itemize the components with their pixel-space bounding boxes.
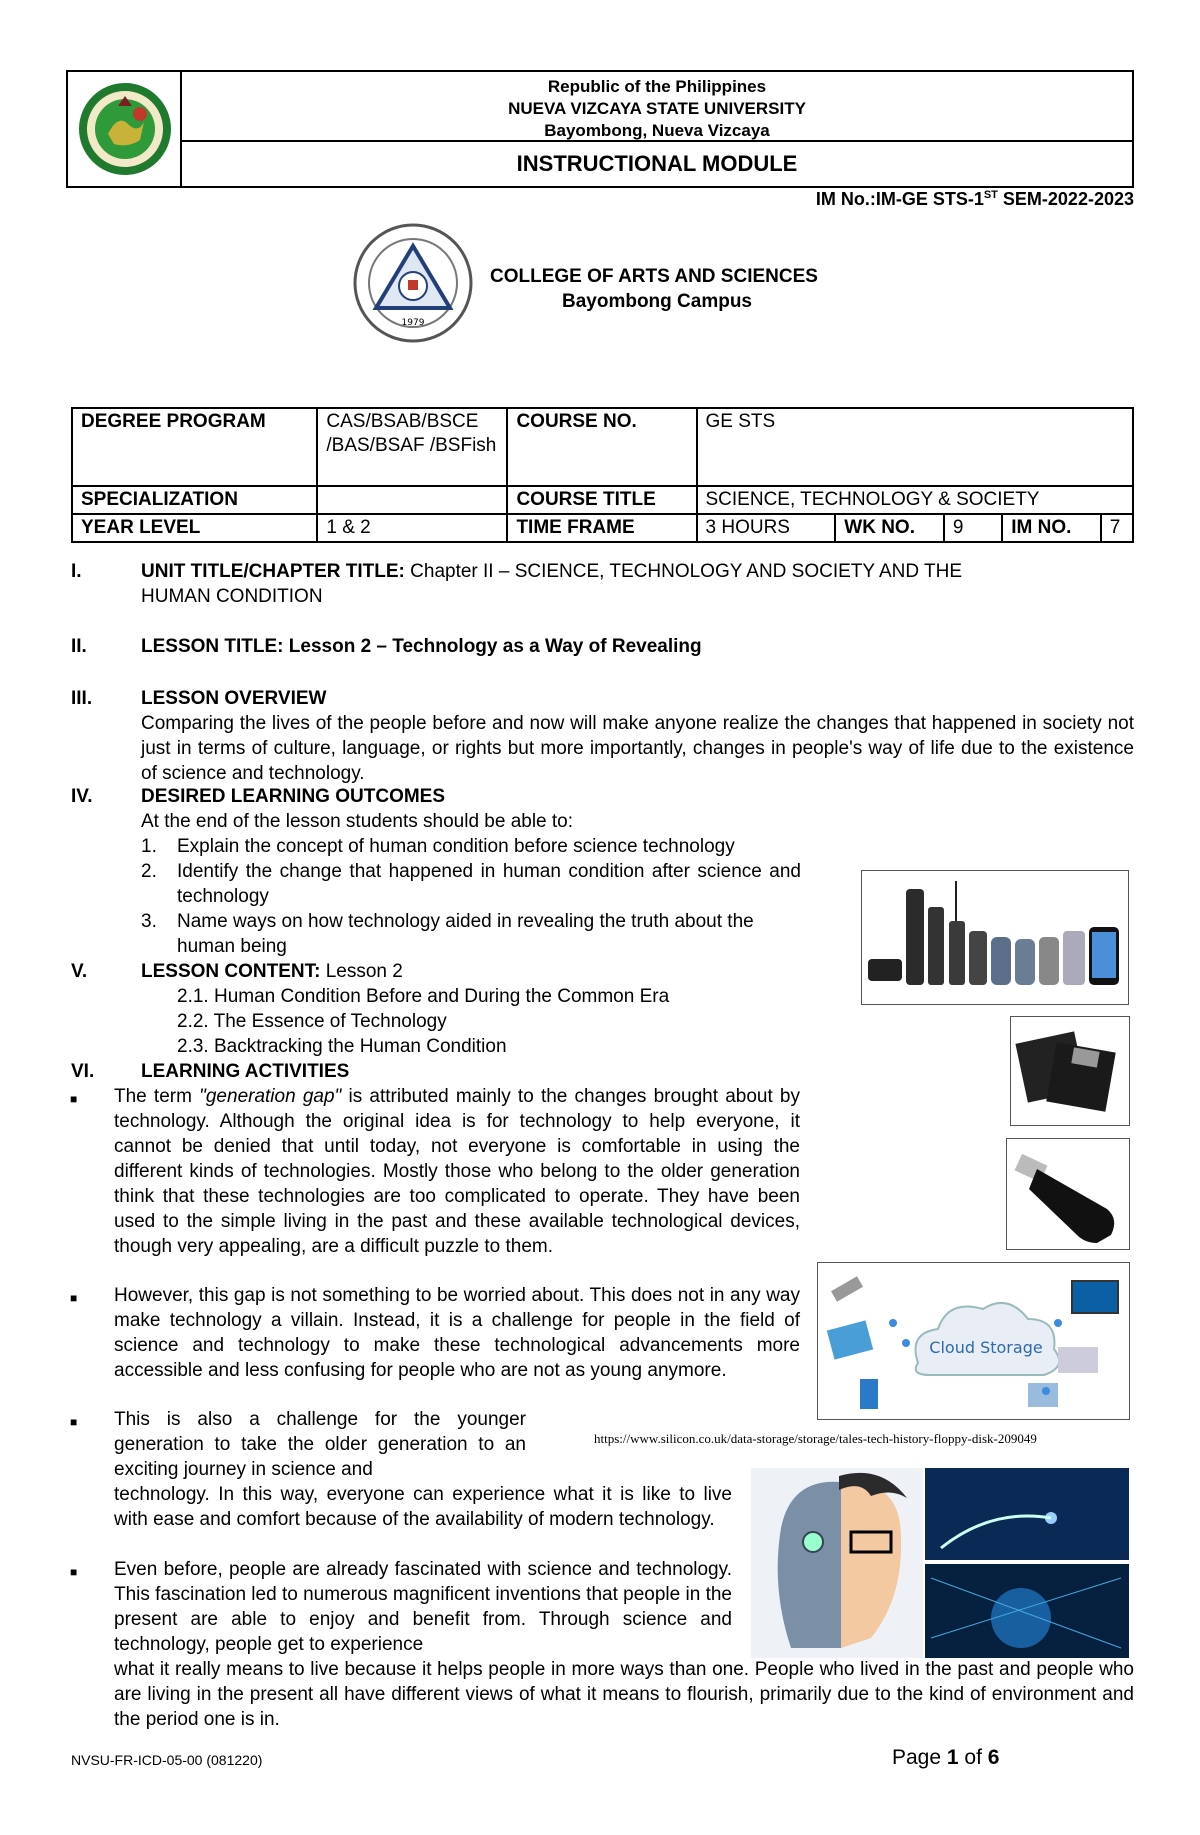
section-1-number: I. [71, 561, 82, 582]
course-title-value: SCIENCE, TECHNOLOGY & SOCIETY [697, 486, 1134, 514]
university-seal-icon [70, 74, 180, 184]
activity-paragraph-3b: technology. In this way, everyone can experience what it is like to live with ease and comfort because of the availability of modern technology. [114, 1484, 732, 1530]
section-1-label: UNIT TITLE/CHAPTER TITLE: [141, 561, 405, 582]
activity-1-post: is attributed mainly to the changes brought about by technology. Although the original idea is for technology to help everyone, it cannot be denied that until today, not everyone is comfortable in using the different kinds of technologies. Mostly those who belong to the older generation think that these technologies are too complicated to operate. They have been used to the simple living in the past and these available technological devices, though very appealing, are a difficult puzzle to them. [114, 1086, 801, 1257]
section-6-number: VI. [71, 1061, 95, 1082]
im-number-sup: ST [983, 189, 998, 201]
cyborg-face-icon [751, 1468, 1129, 1658]
degree-program-label: DEGREE PROGRAM [72, 408, 317, 486]
activity-paragraph-4b: what it really means to live because it helps people in more ways than one. People who lived in the past and people who are living in the present all have different views of what it means to flourish, primarily due to the kind of environment and the period one is in. [114, 1659, 1134, 1730]
wk-no-value: 9 [944, 514, 1002, 542]
content-item: 2.2. The Essence of Technology [177, 1011, 447, 1032]
im-number [816, 189, 1134, 210]
outcome-item [141, 859, 801, 909]
degree-program-value: CAS/BSAB/BSCE /BAS/BSAF /BSFish [317, 408, 507, 486]
header-university: NUEVA VIZCAYA STATE UNIVERSITY [508, 99, 806, 118]
bullet-icon: ■ [70, 1415, 78, 1429]
time-frame-value: 3 HOURS [697, 514, 836, 542]
header-location: Bayombong, Nueva Vizcaya [544, 121, 770, 140]
bullet-icon: ■ [70, 1291, 78, 1305]
activity-paragraph-4a: Even before, people are already fascinated with science and technology. This fascination led to numerous magnificent inventions that people in the present are able to enjoy and benefit from. Through science and technology, people get to experience [114, 1559, 732, 1655]
time-frame-label: TIME FRAME [507, 514, 696, 542]
outcome-item [141, 909, 801, 959]
college-seal-year: 1979 [401, 318, 425, 328]
course-title-label: COURSE TITLE [507, 486, 696, 514]
outcome-text: Explain the concept of human condition before science technology [177, 836, 735, 857]
course-no-value: GE STS [697, 408, 1134, 486]
human-technology-collage [751, 1468, 1129, 1658]
usb-drive-image [1006, 1138, 1130, 1250]
college-seal-icon [352, 222, 474, 344]
content-item: 2.3. Backtracking the Human Condition [177, 1036, 507, 1057]
outcome-text: Identify the change that happened in human condition after science and technology [177, 861, 801, 907]
header-box [66, 70, 1134, 188]
section-5-label: LESSON CONTENT: [141, 961, 321, 982]
usb-drive-icon [1007, 1139, 1130, 1250]
section-2-number: II. [71, 636, 87, 657]
university-logo-cell [68, 72, 182, 186]
section-6-label: LEARNING ACTIVITIES [141, 1061, 350, 1082]
content-item: 2.1. Human Condition Before and During the Common Era [177, 986, 670, 1007]
page-prefix: Page [892, 1746, 947, 1769]
phones-evolution-image [861, 870, 1129, 1005]
im-number-suffix: SEM-2022-2023 [997, 189, 1134, 209]
activity-1-emphasis: "generation gap" [199, 1086, 342, 1107]
im-no-value: 7 [1101, 514, 1133, 542]
section-4-number: IV. [71, 786, 93, 807]
activity-paragraph-3a: This is also a challenge for the younger generation to take the older generation to an exciting journey in science and [114, 1409, 526, 1480]
module-title: INSTRUCTIONAL MODULE [516, 151, 798, 176]
course-info-table [71, 407, 1134, 543]
phones-icon [862, 871, 1129, 1005]
image-source-caption: https://www.silicon.co.uk/data-storage/storage/tales-tech-history-floppy-disk-209049 [594, 1431, 1037, 1446]
outcome-number: 3. [141, 911, 157, 932]
page-of: of [958, 1746, 988, 1769]
bullet-icon: ■ [70, 1092, 78, 1106]
wk-no-label: WK NO. [835, 514, 944, 542]
course-no-label: COURSE NO. [507, 408, 696, 486]
activity-paragraph-2: However, this gap is not something to be worried about. This does not in any way make technology a villain. Instead, it is a challenge for people in the field of science and technology to make these technological advancements more accessible and less confusing for people who are not as young anymore. [114, 1285, 800, 1381]
section-3-number: III. [71, 688, 93, 709]
college-block [490, 264, 870, 314]
floppy-disk-icon [1011, 1017, 1130, 1126]
activity-1-pre: The term [114, 1086, 200, 1107]
outcome-number: 2. [141, 861, 157, 882]
page-total: 6 [987, 1746, 1000, 1769]
section-1-text-2: HUMAN CONDITION [141, 586, 323, 607]
year-level-label: YEAR LEVEL [72, 514, 317, 542]
section-2-text: LESSON TITLE: Lesson 2 – Technology as a Way of Revealing [141, 636, 702, 657]
im-no-label: IM NO. [1002, 514, 1101, 542]
outcome-text: Name ways on how technology aided in revealing the truth about the human being [177, 911, 754, 957]
specialization-label: SPECIALIZATION [72, 486, 317, 514]
im-number-prefix: IM No.:IM-GE STS-1 [815, 189, 984, 209]
outcome-number: 1. [141, 836, 157, 857]
section-5-number: V. [71, 961, 88, 982]
section-3-text: Comparing the lives of the people before and now will make anyone realize the changes that happened in society not just in terms of culture, language, or rights but more importantly, changes in people's way of life due to the existence of science and technology. [141, 713, 1134, 784]
college-name: COLLEGE OF ARTS AND SCIENCES [490, 266, 818, 287]
page-current: 1 [946, 1746, 959, 1769]
floppy-disk-image [1010, 1016, 1130, 1126]
form-code: NVSU-FR-ICD-05-00 (081220) [71, 1752, 263, 1768]
section-4-label: DESIRED LEARNING OUTCOMES [141, 786, 446, 807]
section-3-label: LESSON OVERVIEW [141, 688, 327, 709]
outcome-item [141, 834, 831, 859]
page-number [892, 1746, 999, 1770]
section-1-text: Chapter II – SCIENCE, TECHNOLOGY AND SOCIETY AND THE [410, 561, 963, 582]
header-republic: Republic of the Philippines [547, 77, 767, 96]
cloud-storage-label: Cloud Storage [929, 1338, 1043, 1357]
activity-paragraph-1 [114, 1084, 800, 1259]
cloud-storage-icon [818, 1263, 1130, 1420]
section-5-text: Lesson 2 [325, 961, 403, 982]
section-4-intro: At the end of the lesson students should be able to: [141, 811, 574, 832]
bullet-icon: ■ [70, 1565, 78, 1579]
specialization-value [317, 486, 507, 514]
year-level-value: 1 & 2 [317, 514, 507, 542]
cloud-storage-image [817, 1262, 1130, 1420]
header-title-block [182, 72, 1132, 142]
college-campus: Bayombong Campus [561, 291, 753, 312]
